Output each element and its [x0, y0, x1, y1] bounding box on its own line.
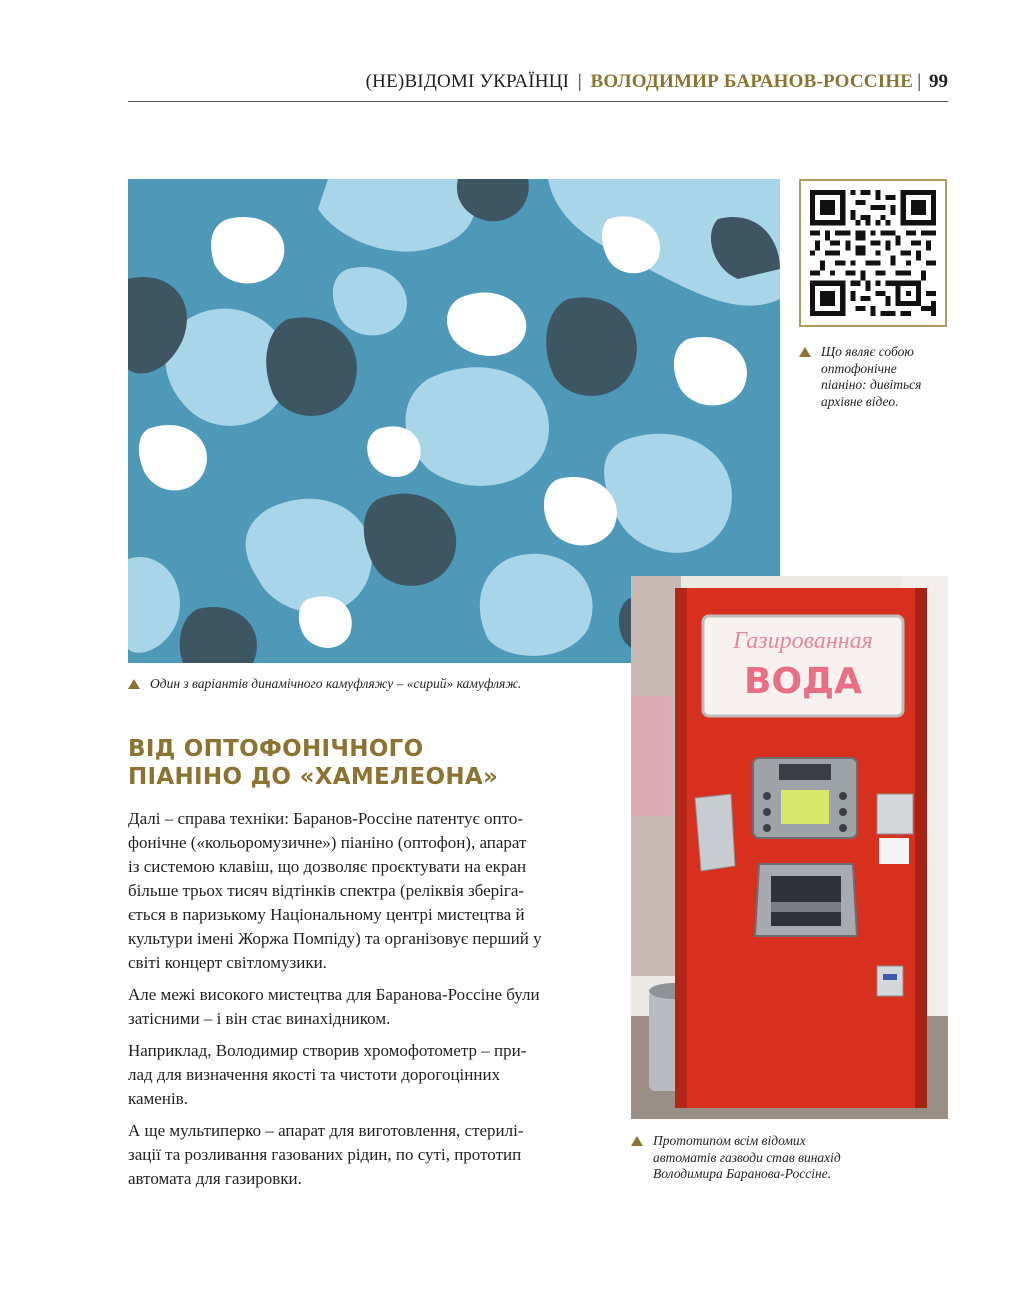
heading-line: ПІАНІНО ДО «ХАМЕЛЕОНА»	[128, 764, 499, 790]
machine-caption	[631, 1133, 949, 1183]
text-line: світі концерт світломузики.	[128, 953, 327, 972]
caption-line: піаніно: дивіться	[821, 377, 922, 392]
text-line: затісними – і він стає винахідником.	[128, 1009, 391, 1028]
header-separator: |	[577, 71, 582, 92]
paragraph	[128, 1119, 608, 1191]
sign-line-2: ВОДА	[744, 661, 862, 702]
series-title: (НЕ)ВІДОМІ УКРАЇНЦІ	[365, 71, 570, 92]
paragraph	[128, 807, 608, 975]
caption-marker-icon	[799, 347, 811, 357]
qr-caption	[799, 344, 949, 410]
text-line: А ще мультиперко – апарат для виготовлення, стерилі-	[128, 1121, 524, 1140]
text-line: зації та розливання газованих рідин, по суті, прототип	[128, 1145, 522, 1164]
text-line: Наприклад, Володимир створив хромофотометр – при-	[128, 1041, 527, 1060]
qr-code[interactable]	[799, 179, 947, 327]
text-line: ється в паризькому Національному центрі мистецтва й	[128, 905, 525, 924]
text-line: із системою клавіш, що дозволяє проєктувати на екран	[128, 857, 527, 876]
section-heading	[128, 735, 608, 791]
article-body	[128, 807, 608, 1199]
paragraph	[128, 1039, 608, 1111]
text-line: Але межі високого мистецтва для Баранова-Россіне були	[128, 985, 540, 1004]
soda-machine-photo	[631, 576, 948, 1119]
text-line: каменів.	[128, 1089, 188, 1108]
chapter-title: ВОЛОДИМИР БАРАНОВ-РОССІНЕ	[590, 71, 914, 92]
header-rule	[128, 101, 948, 102]
caption-line: Володимира Баранова-Россіне.	[653, 1166, 832, 1181]
sign-line-1: Газированная	[733, 628, 873, 654]
caption-line: Прототипом всім відомих	[653, 1133, 806, 1148]
caption-marker-icon	[128, 679, 140, 689]
caption-line: архівне відео.	[821, 393, 899, 409]
caption-marker-icon	[631, 1136, 643, 1146]
text-line: фонічне («кольоромузичне») піаніно (оптофон), апарат	[128, 833, 527, 852]
text-line: більше трьох тисяч відтінків спектра (реліквія зберіга-	[128, 881, 525, 900]
camouflage-caption	[128, 676, 648, 693]
caption-line: оптофонічне	[821, 360, 897, 376]
caption-line: Що являє собою	[821, 344, 914, 359]
caption-text: Один з варіантів динамічного камуфляжу – «сирий» камуфляж.	[150, 676, 522, 691]
text-line: культури імені Жоржа Помпіду) та організовує перший у	[128, 929, 542, 948]
running-header	[128, 64, 948, 100]
caption-line: автоматів газводи став винахід	[653, 1149, 841, 1165]
text-line: автомата для газировки.	[128, 1169, 302, 1188]
text-line: Далі – справа техніки: Баранов-Россіне патентує опто-	[128, 809, 523, 828]
page-number: 99	[929, 71, 948, 92]
heading-line: ВІД ОПТОФОНІЧНОГО	[128, 736, 424, 762]
text-line: лад для визначення якості та чистоти дорогоцінних	[128, 1065, 501, 1084]
paragraph	[128, 983, 608, 1031]
header-separator-2: |	[917, 71, 921, 92]
